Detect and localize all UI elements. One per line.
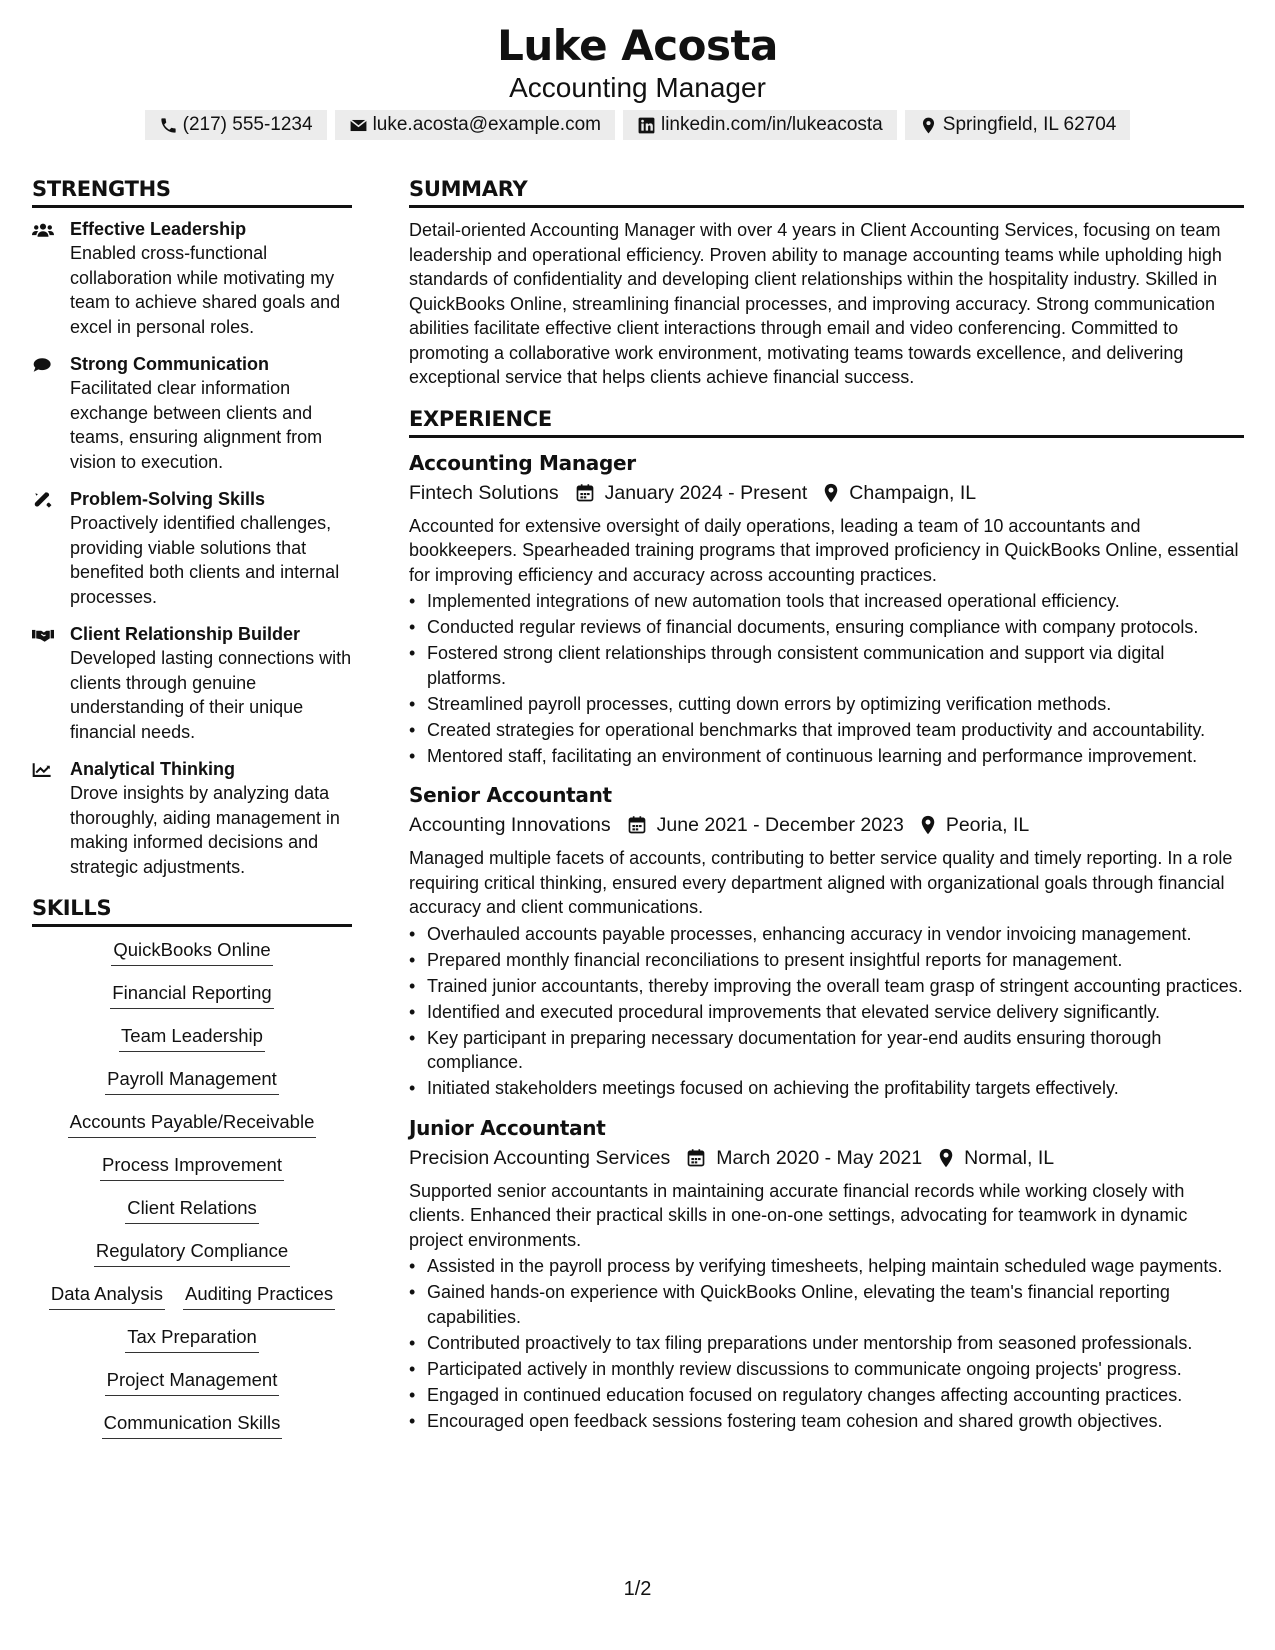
tools-icon: [32, 491, 54, 509]
skill-tag: Payroll Management: [105, 1066, 279, 1095]
strength-desc: Drove insights by analyzing data thoroughly, aiding management in making informed decisions and strategic adjustments.: [70, 783, 340, 877]
email-text: luke.acosta@example.com: [372, 114, 601, 135]
skill-tag: Auditing Practices: [183, 1281, 335, 1310]
skill-tag: Communication Skills: [102, 1410, 283, 1439]
phone-icon: [159, 116, 178, 135]
job-title: Junior Accountant: [409, 1115, 606, 1140]
strength-desc: Facilitated clear information exchange between clients and teams, ensuring alignment from vision to execution.: [70, 378, 323, 472]
contact-phone[interactable]: [145, 110, 327, 140]
strength-desc: Developed lasting connections with clients through genuine understanding of their unique financial needs.: [70, 648, 352, 742]
contact-email[interactable]: [335, 110, 615, 140]
job-location: Peoria, IL: [945, 814, 1030, 836]
skill-tag: QuickBooks Online: [111, 937, 272, 966]
strength-item: [32, 488, 352, 609]
bullet-item: • Encouraged open feedback sessions fostering team cohesion and shared growth objectives.: [409, 1409, 1244, 1434]
page-number: 1/2: [623, 1578, 652, 1600]
resume-header: [0, 18, 1275, 140]
linkedin-text: linkedin.com/in/lukeacosta: [660, 114, 883, 135]
strength-title: Analytical Thinking: [70, 759, 236, 779]
strength-desc: Proactively identified challenges, providing viable solutions that benefited both clients and internal processes.: [70, 513, 340, 607]
skill-tag: Data Analysis: [49, 1281, 165, 1310]
job-bullets: [409, 922, 1244, 1101]
users-icon: [32, 221, 54, 239]
contact-bar: [0, 110, 1275, 140]
calendar-icon: [627, 815, 647, 835]
phone-text: (217) 555-1234: [182, 114, 313, 135]
skill-tag: Client Relations: [125, 1195, 259, 1224]
skills-heading: SKILLS: [32, 893, 352, 927]
job-meta: [409, 1143, 1244, 1173]
skills-list: [32, 937, 352, 1439]
location-text: Springfield, IL 62704: [942, 114, 1117, 135]
strengths-heading: STRENGTHS: [32, 174, 352, 208]
job-desc: Supported senior accountants in maintaining accurate financial records while working closely with clients. Enhanced their practical skills in one-on-one settings, advocating for teamwork in dynamic project environments.: [409, 1180, 1188, 1250]
experience-heading: EXPERIENCE: [409, 404, 1244, 438]
job-desc: Accounted for extensive oversight of daily operations, leading a team of 10 accountants and bookkeepers. Spearheaded training programs that improved proficiency in QuickBooks Online, essential for improving efficiency and accuracy across accounting practices.: [409, 515, 1239, 585]
job-title: Accounting Manager: [409, 450, 636, 475]
skill-tag: Project Management: [105, 1367, 280, 1396]
job-bullets: [409, 589, 1244, 768]
calendar-icon: [686, 1148, 706, 1168]
speech-bubble-icon: [32, 356, 54, 374]
bullet-item: • Gained hands-on experience with QuickBooks Online, elevating the team's financial reporting capabilities.: [409, 1280, 1244, 1329]
job-dates: March 2020 - May 2021: [716, 1146, 923, 1169]
candidate-name: Luke Acosta: [497, 21, 778, 70]
job-company: Precision Accounting Services: [409, 1146, 671, 1169]
bullet-item: • Assisted in the payroll process by verifying timesheets, helping maintain scheduled wage payments.: [409, 1254, 1244, 1279]
job-location: Champaign, IL: [849, 481, 977, 504]
strength-item: [32, 218, 352, 339]
bullet-item: • Trained junior accountants, thereby improving the overall team grasp of stringent accounting practices.: [409, 974, 1244, 999]
job-bullets: [409, 1254, 1244, 1433]
job-title: Senior Accountant: [409, 783, 612, 807]
contact-linkedin[interactable]: [623, 110, 897, 140]
job-company: Fintech Solutions: [409, 481, 559, 504]
strength-item: [32, 758, 352, 879]
bullet-item: • Identified and executed procedural improvements that elevated service delivery significantly.: [409, 1000, 1244, 1025]
bullet-item: • Key participant in preparing necessary documentation for year-end audits ensuring thorough compliance.: [409, 1026, 1244, 1075]
job-entry: [409, 448, 1244, 769]
bullet-item: • Implemented integrations of new automation tools that increased operational efficiency.: [409, 589, 1244, 614]
strength-title: Problem-Solving Skills: [70, 489, 266, 509]
job-dates: June 2021 - December 2023: [656, 814, 904, 836]
linkedin-icon: [637, 116, 656, 135]
candidate-title: Accounting Manager: [509, 72, 766, 103]
map-pin-icon: [918, 815, 938, 835]
strength-item: [32, 623, 352, 744]
bullet-item: • Engaged in continued education focused on regulatory changes affecting accounting practices.: [409, 1383, 1244, 1408]
bullet-item: • Prepared monthly financial reconciliations to present insightful reports for management.: [409, 948, 1244, 973]
job-location: Normal, IL: [964, 1146, 1055, 1169]
bullet-item: • Streamlined payroll processes, cutting down errors by optimizing verification methods.: [409, 692, 1244, 717]
bullet-item: • Initiated stakeholders meetings focused on achieving the profitability targets effectively.: [409, 1076, 1244, 1101]
strength-title: Client Relationship Builder: [70, 624, 301, 644]
map-pin-icon: [936, 1148, 956, 1168]
bullet-item: • Fostered strong client relationships through consistent communication and support via digital platforms.: [409, 641, 1244, 690]
skill-tag: Team Leadership: [119, 1023, 265, 1052]
map-pin-icon: [919, 116, 938, 135]
contact-location: [905, 110, 1131, 140]
map-pin-icon: [821, 483, 841, 503]
bullet-item: • Created strategies for operational benchmarks that improved team productivity and accountability.: [409, 718, 1244, 743]
strength-item: [32, 353, 352, 474]
right-column: [409, 174, 1244, 1445]
strength-title: Effective Leadership: [70, 219, 247, 239]
handshake-icon: [32, 626, 54, 644]
job-meta: [409, 478, 1244, 508]
bullet-item: • Contributed proactively to tax filing preparations under mentorship from seasoned professionals.: [409, 1331, 1244, 1356]
job-meta: [409, 810, 1244, 840]
bullet-item: • Conducted regular reviews of financial documents, ensuring compliance with company protocols.: [409, 615, 1244, 640]
bullet-item: • Mentored staff, facilitating an environment of continuous learning and performance improvement.: [409, 744, 1244, 769]
bullet-item: • Overhauled accounts payable processes, enhancing accuracy in vendor invoicing management.: [409, 922, 1244, 947]
skill-tag: Accounts Payable/Receivable: [68, 1109, 317, 1138]
job-dates: January 2024 - Present: [604, 481, 808, 504]
job-entry: [409, 1113, 1244, 1434]
skill-tag: Regulatory Compliance: [94, 1238, 290, 1267]
job-company: Accounting Innovations: [409, 814, 611, 836]
summary-heading: SUMMARY: [409, 174, 1244, 208]
strength-title: Strong Communication: [70, 354, 269, 374]
summary-text: Detail-oriented Accounting Manager with over 4 years in Client Accounting Services, focusing on team leadership and operational efficiency. Proven ability to manage accounting teams while upholding high standards of confidentiality and developing client relationships within the hospitality industry. Skilled in QuickBooks Online, streamlining financial processes, and improving accuracy. Strong communication abilities facilitate effective client interactions through email and video conferencing. Committed to promoting a collaborative work environment, motivating teams towards excellence, and delivering exceptional service that helps clients achieve financial success.: [409, 220, 1222, 387]
skill-tag: Financial Reporting: [110, 980, 273, 1009]
skill-tag: Tax Preparation: [125, 1324, 259, 1353]
left-column: [32, 174, 352, 1453]
job-desc: Managed multiple facets of accounts, contributing to better service quality and timely reporting. In a role requiring critical thinking, ensured every department aligned with organizational goals through financial accuracy and client communications.: [409, 848, 1233, 917]
envelope-icon: [349, 116, 368, 135]
chart-line-icon: [32, 761, 54, 779]
skill-tag: Process Improvement: [100, 1152, 284, 1181]
strength-desc: Enabled cross-functional collaboration while motivating my team to achieve shared goals and excel in personal roles.: [70, 243, 341, 337]
bullet-item: • Participated actively in monthly review discussions to communicate ongoing projects' progress.: [409, 1357, 1244, 1382]
calendar-icon: [575, 483, 595, 503]
job-entry: [409, 780, 1244, 1101]
